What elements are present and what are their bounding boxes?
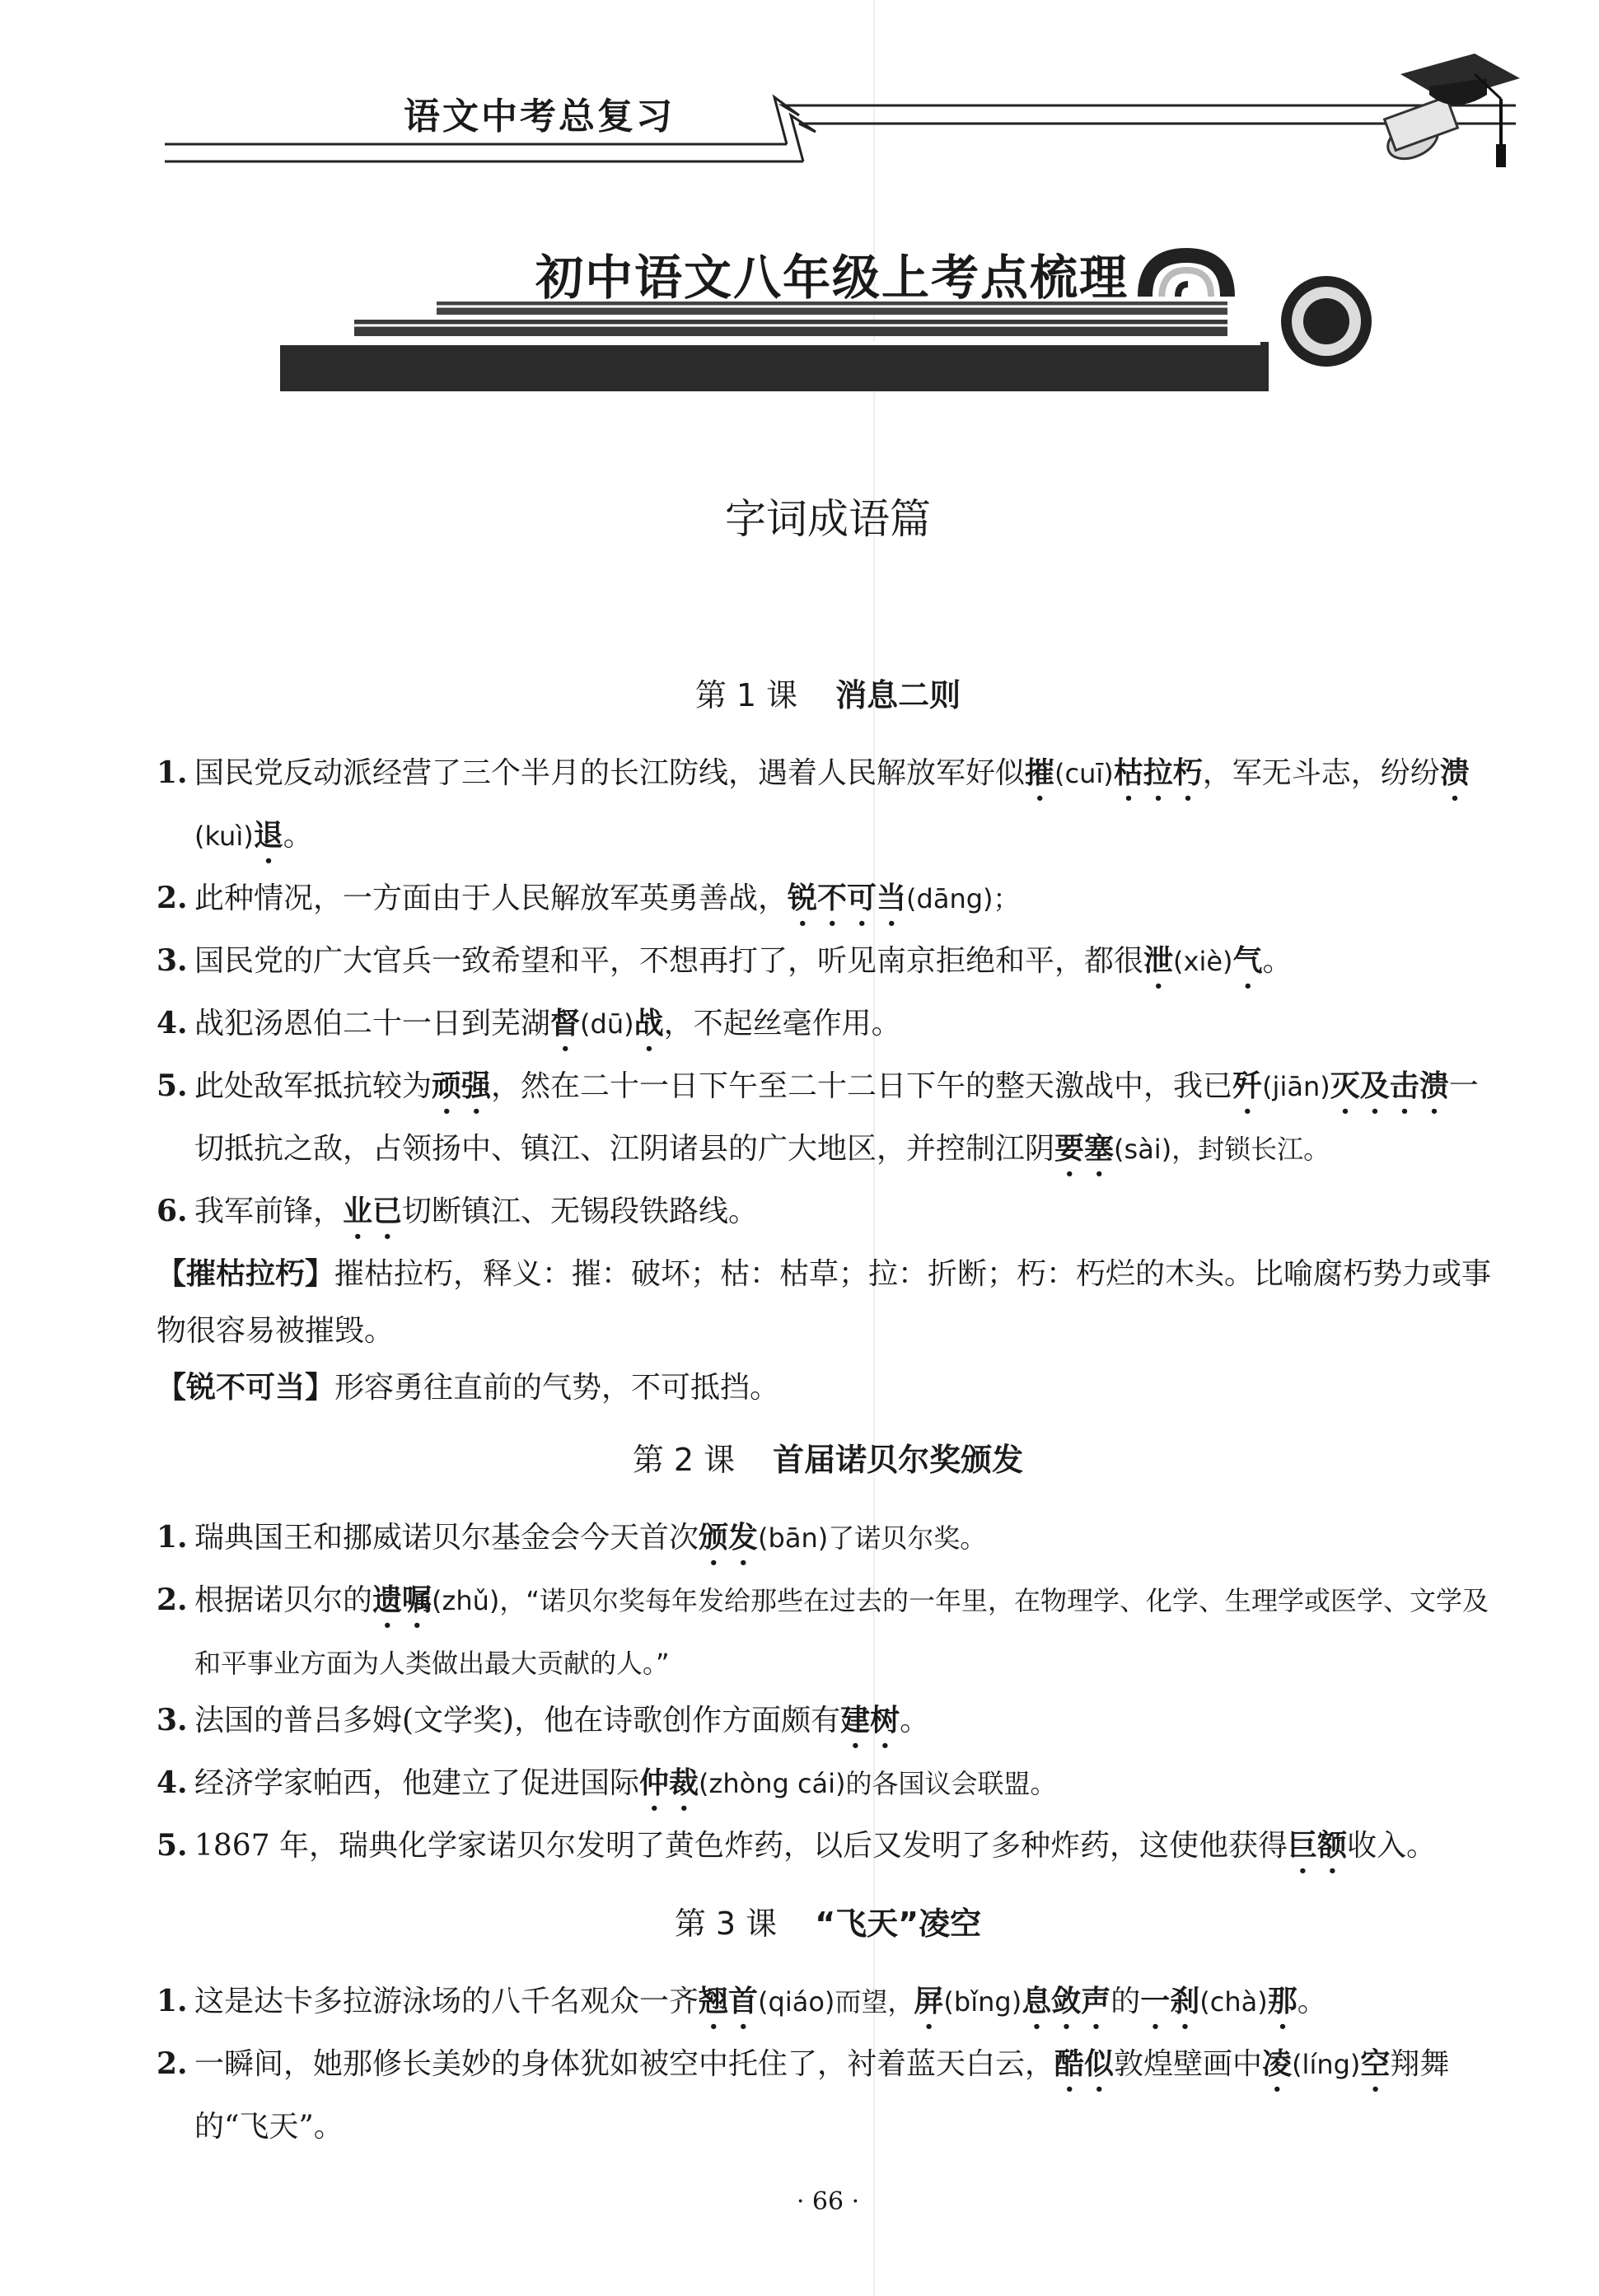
page-title: 初中语文八年级上考点梳理	[535, 250, 1129, 306]
lesson-heading: 第 1 课 消息二则	[694, 677, 961, 713]
list-item: 2. 此种情况，一方面由于人民解放军英勇善战，锐不可当(dāng)；	[157, 881, 1020, 915]
list-item: 5. 此处敌军抵抗较为顽强，然在二十一日下午至二十二日下午的整天激战中，我已歼(jiān)灭及击溃一切抵抗之敌，占领扬中、镇江、江阴诸县的广大地区，并控制江阴要塞(sài)，封锁长江。	[157, 1069, 1479, 1166]
list-item: 1. 瑞典国王和挪威诺贝尔基金会今天首次颁发(bān)了诺贝尔奖。	[157, 1520, 987, 1555]
list-item: 3. 法国的普吕多姆(文学奖)，他在诗歌创作方面颇有建树。	[157, 1703, 930, 1737]
page-number: · 66 ·	[796, 2187, 860, 2216]
idiom-note: 【摧枯拉朽】摧枯拉朽，释义：摧：破坏；枯：枯草；拉：折断；朽：朽烂的木头。比喻腐朽势力或事物很容易被摧毁。	[157, 1256, 1492, 1348]
idiom-note: 【锐不可当】形容勇往直前的气势，不可抵挡。	[157, 1370, 780, 1405]
list-item: 5. 1867 年，瑞典化学家诺贝尔发明了黄色炸药，以后又发明了多种炸药，这使他获得巨额收入。	[157, 1828, 1437, 1863]
list-item: 4. 战犯汤恩伯二十一日到芜湖督(dū)战，不起丝毫作用。	[157, 1006, 901, 1040]
list-item: 4. 经济学家帕西，他建立了促进国际仲裁(zhòng cái)的各国议会联盟。	[157, 1765, 1057, 1800]
content	[157, 655, 1499, 2155]
part-title: 字词成语篇	[725, 495, 931, 543]
lesson-heading: 第 3 课 “飞天”凌空	[674, 1906, 982, 1942]
list-item: 2. 根据诺贝尔的遗嘱(zhǔ)，“诺贝尔奖每年发给那些在过去的一年里，在物理学、化学、生理学或医学、文学及和平事业方面为人类做出最大贡献的人。”	[157, 1583, 1489, 1679]
list-item: 1. 这是达卡多拉游泳场的八千名观众一齐翘首(qiáo)而望，屏(bǐng)息敛声的一刹(chà)那。	[157, 1984, 1327, 2018]
lesson-heading: 第 2 课 首届诺贝尔奖颁发	[632, 1442, 1024, 1478]
list-item: 3. 国民党的广大官兵一致希望和平，不想再打了，听见南京拒绝和平，都很泄(xiè)气。	[157, 943, 1293, 978]
book-title: 语文中考总复习	[404, 96, 675, 138]
list-item: 1. 国民党反动派经营了三个半月的长江防线，遇着人民解放军好似摧(cuī)枯拉朽，军无斗志，纷纷溃(kuì)退。	[157, 755, 1470, 853]
list-item: 2. 一瞬间，她那修长美妙的身体犹如被空中托住了，衬着蓝天白云，酷似敦煌壁画中凌(líng)空翔舞的“飞天”。	[157, 2046, 1450, 2144]
list-item: 6. 我军前锋，业已切断镇江、无锡段铁路线。	[157, 1194, 759, 1228]
graduation-cap-icon	[1351, 49, 1524, 173]
